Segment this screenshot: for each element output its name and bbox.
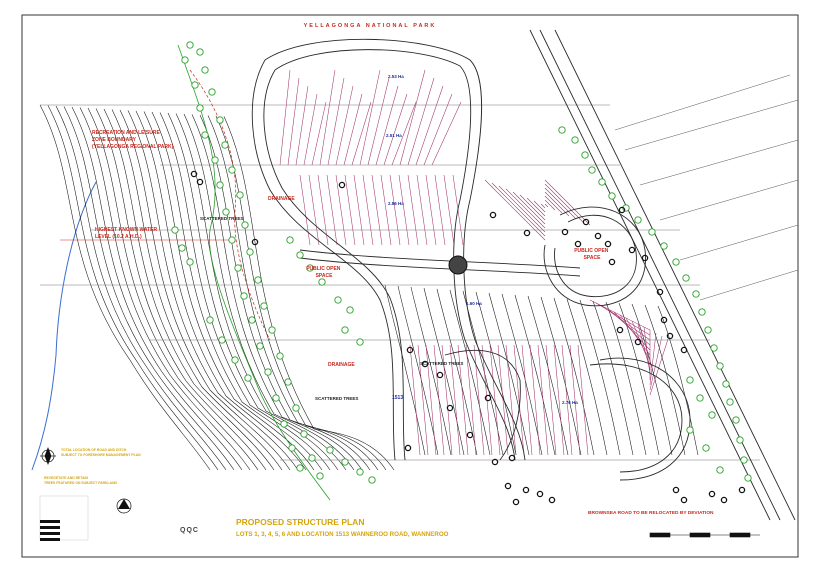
tree-icon	[235, 265, 241, 271]
tree-icon	[717, 467, 723, 473]
plan-subtitle: LOTS 1, 3, 4, 5, 6 AND LOCATION 1513 WANNEROO ROAD, WANNEROO	[236, 531, 449, 538]
zone-line-1: RECREATION AND LEISURE	[92, 130, 160, 136]
drainage-label: DRAINAGE	[328, 362, 355, 368]
tree-icon	[559, 127, 565, 133]
tree-icon	[212, 157, 218, 163]
tree-icon	[683, 275, 689, 281]
tree-icon	[293, 405, 299, 411]
tree-icon	[589, 167, 595, 173]
tree-icon	[609, 193, 615, 199]
scattered-trees-label: SCATTERED TREES	[200, 216, 244, 221]
tree-icon	[187, 42, 193, 48]
drainage-label: DRAINAGE	[268, 196, 295, 202]
tree-icon	[202, 67, 208, 73]
tree-icon	[281, 421, 287, 427]
tree-icon	[741, 457, 747, 463]
tree-icon	[219, 337, 225, 343]
tree-icon	[582, 152, 588, 158]
tree-icon	[301, 431, 307, 437]
tree-icon	[649, 229, 655, 235]
tree-icon	[192, 82, 198, 88]
tree-icon	[255, 277, 261, 283]
tree-icon	[705, 327, 711, 333]
tree-icon	[745, 475, 751, 481]
tree-icon	[357, 469, 363, 475]
plan-title: PROPOSED STRUCTURE PLAN	[236, 517, 365, 527]
tree-icon	[727, 399, 733, 405]
park-title: YELLAGONGA NATIONAL PARK	[303, 23, 437, 29]
area-label: 2.76 Ha	[562, 400, 578, 405]
tree-icon	[229, 237, 235, 243]
tree-icon	[265, 369, 271, 375]
tree-icon	[699, 309, 705, 315]
tree-icon	[237, 192, 243, 198]
area-label: 2.53 Ha	[388, 74, 404, 79]
tree-icon	[223, 209, 229, 215]
tree-icon	[709, 412, 715, 418]
tree-icon	[319, 279, 325, 285]
tree-icon	[697, 395, 703, 401]
tree-icon	[342, 459, 348, 465]
tree-icon	[327, 447, 333, 453]
relocated-road-label: BROWNSEA ROAD TO BE RELOCATED BY DEVIATION	[588, 511, 714, 516]
tree-icon	[335, 297, 341, 303]
tree-icon	[711, 345, 717, 351]
pos-line-2: SPACE	[583, 255, 601, 261]
tree-icon	[179, 245, 185, 251]
company-seal-icon	[117, 499, 131, 513]
tree-icon	[269, 327, 275, 333]
pos-line-1: PUBLIC OPEN	[306, 266, 341, 272]
tree-icon	[232, 357, 238, 363]
tree-icon	[347, 307, 353, 313]
tree-icon	[209, 89, 215, 95]
ahd-line-1: HIGHEST KNOWN WATER	[95, 227, 158, 233]
lot-number: 1513	[392, 395, 404, 401]
tree-icon	[687, 427, 693, 433]
tree-icon	[285, 379, 291, 385]
tree-icon	[247, 249, 253, 255]
scale-bar	[650, 533, 760, 537]
tree-icon	[723, 381, 729, 387]
tree-icon	[687, 377, 693, 383]
tree-icon	[187, 259, 193, 265]
zone-line-2: ZONE BOUNDARY	[92, 137, 136, 143]
tree-icon	[197, 105, 203, 111]
tree-icon	[241, 293, 247, 299]
tree-icon	[673, 259, 679, 265]
scattered-trees-label: SCATTERED TREES	[420, 361, 464, 366]
tree-icon	[172, 227, 178, 233]
tree-icon	[249, 317, 255, 323]
legend-1-line-2: SUBJECT TO FORESHORE MANAGEMENT PLAN	[61, 453, 141, 457]
tree-icon	[202, 132, 208, 138]
area-label: 2.51 Ha	[386, 133, 402, 138]
tree-icon	[182, 57, 188, 63]
sheet-frame	[22, 15, 798, 557]
tree-icon	[229, 167, 235, 173]
tree-icon	[242, 222, 248, 228]
area-label: 1.60 Ha	[466, 301, 482, 306]
roundabout	[449, 256, 467, 274]
tree-icon	[693, 291, 699, 297]
tree-icon	[289, 445, 295, 451]
ahd-line-2: LEVEL (10.2 A.H.D.)	[95, 234, 142, 240]
tree-icon	[261, 303, 267, 309]
tree-icon	[273, 395, 279, 401]
tree-icon	[635, 217, 641, 223]
tree-icon	[287, 237, 293, 243]
tree-icon	[572, 137, 578, 143]
area-label: 2.86 Ha	[388, 201, 404, 206]
tree-icon	[297, 252, 303, 258]
legend-2-line-1: REVEGETATE AND RETAIN	[44, 476, 88, 480]
tree-icon	[217, 117, 223, 123]
scattered-trees-label: SCATTERED TREES	[315, 396, 359, 401]
tree-icon	[342, 327, 348, 333]
pos-line-2: SPACE	[315, 273, 333, 279]
tree-icon	[245, 375, 251, 381]
tree-icon	[277, 353, 283, 359]
tree-icon	[703, 445, 709, 451]
tree-icon	[217, 182, 223, 188]
logo-mark: QQC	[180, 527, 199, 534]
tree-icon	[222, 142, 228, 148]
tree-icon	[369, 477, 375, 483]
tree-icon	[309, 455, 315, 461]
tree-icon	[599, 179, 605, 185]
tree-icon	[357, 339, 363, 345]
tree-icon	[207, 317, 213, 323]
tree-icon	[717, 363, 723, 369]
tree-icon	[257, 343, 263, 349]
tree-icon	[733, 417, 739, 423]
tree-icon	[661, 243, 667, 249]
tree-icon	[737, 437, 743, 443]
pos-line-1: PUBLIC OPEN	[574, 248, 609, 254]
tree-icon	[317, 473, 323, 479]
zone-line-3: (YELLAGONGA REGIONAL PARK)	[92, 144, 174, 150]
legend-1-line-1: TOTAL LOCATION OF ROAD AND DITCH	[61, 448, 127, 452]
legend-2-line-2: TREES FEATURED ON SUBJECT PARKLAND	[44, 481, 117, 485]
tree-icon	[197, 49, 203, 55]
tree-icon	[297, 465, 303, 471]
